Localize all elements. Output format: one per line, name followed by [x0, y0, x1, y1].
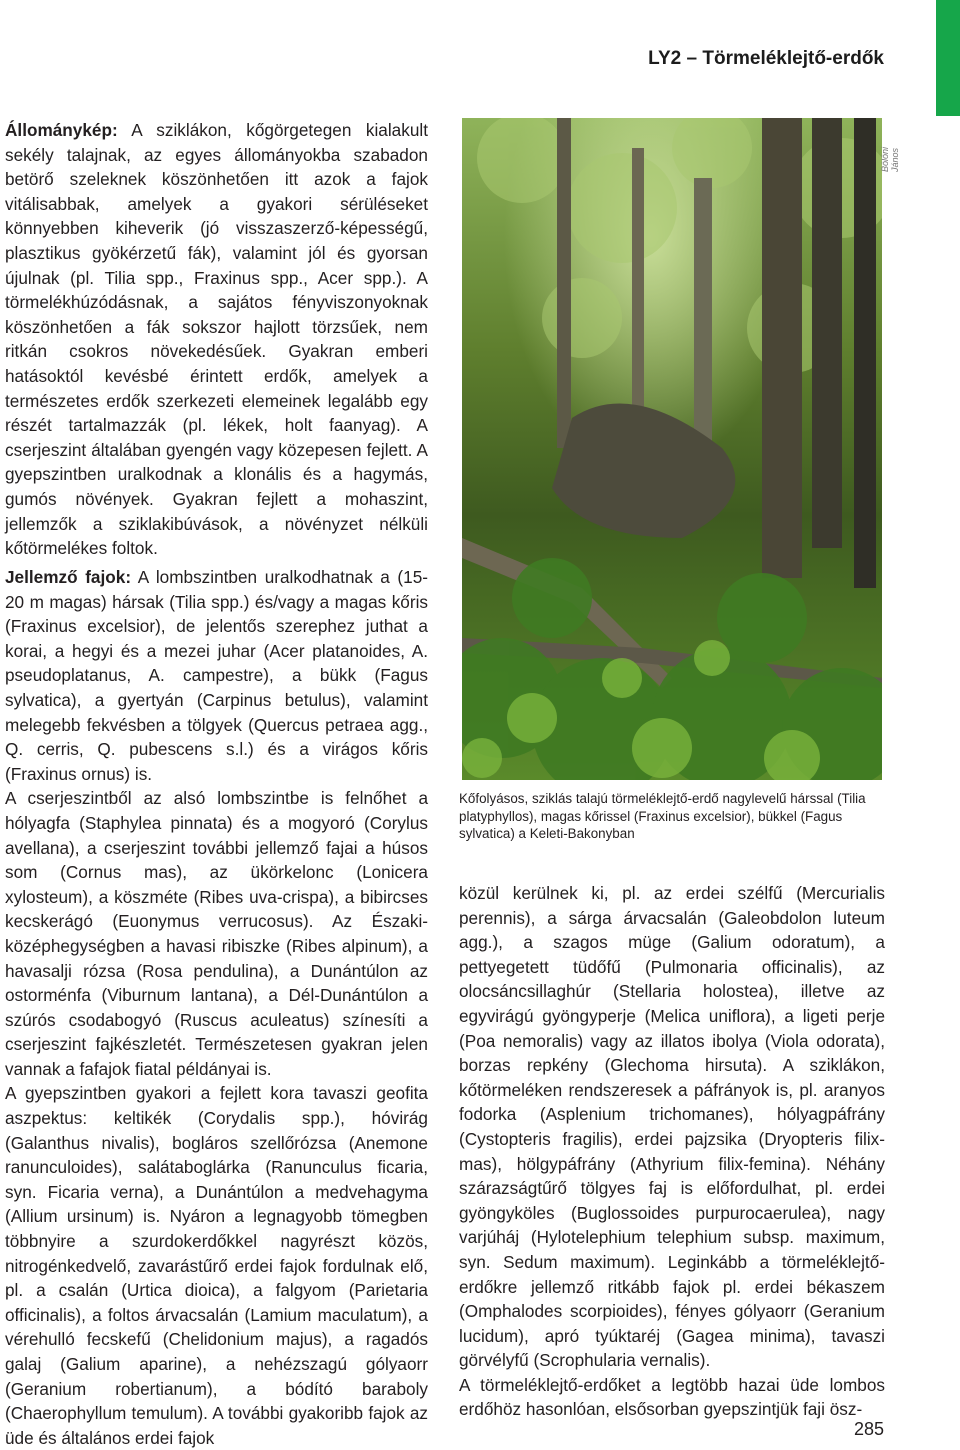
page-number: 285 [853, 1419, 884, 1439]
running-header [648, 48, 884, 70]
section-jellemzo-fajok-continued [459, 881, 885, 1422]
header-dash: – [686, 48, 698, 69]
forest-photo [462, 118, 882, 780]
photo-credit: Bölöni János [880, 146, 900, 172]
paragraph: A cserjeszintből az alsó lombszintbe is felnőhet a hólyagfa (Staphylea pinnata) és a mogyoró (Corylus avellana), a cserjeszint további jellemző fajai a húsos som (Cornus mas), az ükörkelonc (Lonicera xylosteum), a köszméte (Ribes uva-crispa), a bibircses kecskerágó (Euonymus verrucosus). Az Északi-középhegységben a havasi ribiszke (Ribes alpinum), a havasalji rózsa (Rosa pendulina), a Dunántúlon az ostorménfa (Viburnum lantana), a Dél-Dunántúlon a szúrós csodabogyó (Ruscus aculeatus) színesíti a cserjeszint fajkészletét. Természetesen gyakran jelen vannak a fafajok fiatal példányai is. [5, 788, 428, 1079]
paragraph-text: A sziklákon, kőgörgetegen kialakult sekély talajnak, az egyes állományokba szabadon betörő szeleknek köszönhetően itt azok a fajok vitálisabbak, amelyek a gyakori sérüléseket könnyebben kiheverik (jó visszaszerző-képességű, plasztikus gyökérzetű fák), valamint jól és gyorsan újulnak (pl. Tilia spp., Fraxinus spp., Acer spp.). A törmelékhúzódásnak, a sajátos fényviszonyoknak köszönhetően a fák sokszor hajlott törzsűek, nem ritkán csokros növekedésűek. Gyakran emberi hatásoktól kevésbé érintett erdők, amelyek a természetes erdők szerkezeti elemeinek legalább egy részét tartalmazzák (pl. lékek, holt faanyag). A cserjeszint általában gyengén vagy közepesen fejlett. A gyepszintben uralkodnak a klonális és a hagymás, gumós növények. Gyakran fejlett a mohaszint, jellemzők a sziklakibúvások, a növényzet nélküli kőtörmelékes foltok. [5, 120, 428, 559]
paragraph [5, 118, 428, 561]
section-allomanykep [5, 118, 428, 561]
header-title: Törmeléklejtő-erdők [702, 48, 884, 69]
paragraph: A törmeléklejtő-erdőket a legtöbb hazai üde lombos erdőhöz hasonlóan, elsősorban gyepszintjük faji ösz- [459, 1374, 885, 1420]
paragraph-text: A lombszintben uralkodhatnak a (15-20 m magas) hársak (Tilia spp.) és/vagy a magas kőris (Fraxinus excelsior), de jelentős szerephez juthat a korai, a hegyi és a mezei juhar (Acer platanoides, A. pseudoplatanus, A. campestre), a bükk (Fagus sylvatica), a gyertyán (Carpinus betulus), valamint melegebb fekvésben a tölgyek (Quercus petraea agg., Q. cerris, Q. pubescens s.l.) és a virágos kőris (Fraxinus ornus) is. [5, 567, 428, 784]
section-lead: Állománykép: [5, 120, 118, 140]
header-code: LY2 [648, 48, 682, 69]
paragraph: A gyepszintben gyakori a fejlett kora tavaszi geofita aszpektus: keltikék (Corydalis spp.), hóvirág (Galanthus nivalis), bogláros szellőrózsa (Anemone ranunculoides), salátaboglárka (Ranunculus ficaria, syn. Ficaria verna), a Dunántúlon a medvehagyma (Allium ursinum) is. Nyáron a legnagyobb tömegben többnyire a szurdokerdőkkel nagyrészt közös, nitrogénkedvelő, zavarástűrő erdei fajok fordulnak elő, pl. a csalán (Urtica dioica), a falgyom (Parietaria officinalis), a foltos árvacsalán (Lamium maculatum), a vérehulló fecskefű (Chelidonium majus), a ragadós galaj (Galium aparine), a nehézszagú gólyaorr (Geranium robertianum), a bódító baraboly (Chaerophyllum temulum). A további gyakoribb fajok az üde és általános erdei fajok [5, 1083, 428, 1448]
section-lead: Jellemző fajok: [5, 567, 132, 587]
photo-caption: Kőfolyásos, sziklás talajú törmeléklejtő-erdő nagylevelű hárssal (Tilia platyphyllos), magas kőrissel (Fraxinus excelsior), bükkel (Fagus sylvatica) a Keleti-Bakonyban [459, 791, 866, 842]
paragraph: közül kerülnek ki, pl. az erdei szélfű (Mercurialis perennis), a sárga árvacsalán (Galeobdolon luteum agg.), a szagos müge (Galium odoratum), a pettyegetett tüdőfű (Pulmonaria officinalis), az olocsáncsillaghúr (Stellaria holostea), illetve az egyvirágú gyöngyperje (Melica uniflora), a ligeti perje (Poa nemoralis) vagy az illatos ibolya (Viola odorata), borzas repkény (Glechoma hirsuta). A sziklákon, kőtörmeléken rendszeresek a páfrányok is, pl. aranyos fodorka (Asplenium trichomanes), hólyagpáfrány (Cystopteris fragilis), erdei pajzsika (Dryopteris filix-mas), hölgypáfrány (Athyrium filix-femina). Néhány szárazságtűrő tölgyes faj is előfordulhat, pl. erdei gyöngyköles (Buglossoides purpurocaerulea), nagy varjúháj (Hylotelephium telephium subsp. maximum, syn. Sedum maximum). Leginkább a törmeléklejtő-erdőkre jellemző ritkább fajok pl. erdei békaszem (Omphalodes scorpioides), fényes gólyaorr (Geranium lucidum), apró tyúktaréj (Gagea minima), tavaszi görvélyfű (Scrophularia vernalis). [459, 883, 885, 1371]
paragraph [5, 565, 428, 786]
section-jellemzo-fajok [5, 565, 428, 1450]
chapter-color-tab [936, 0, 960, 116]
